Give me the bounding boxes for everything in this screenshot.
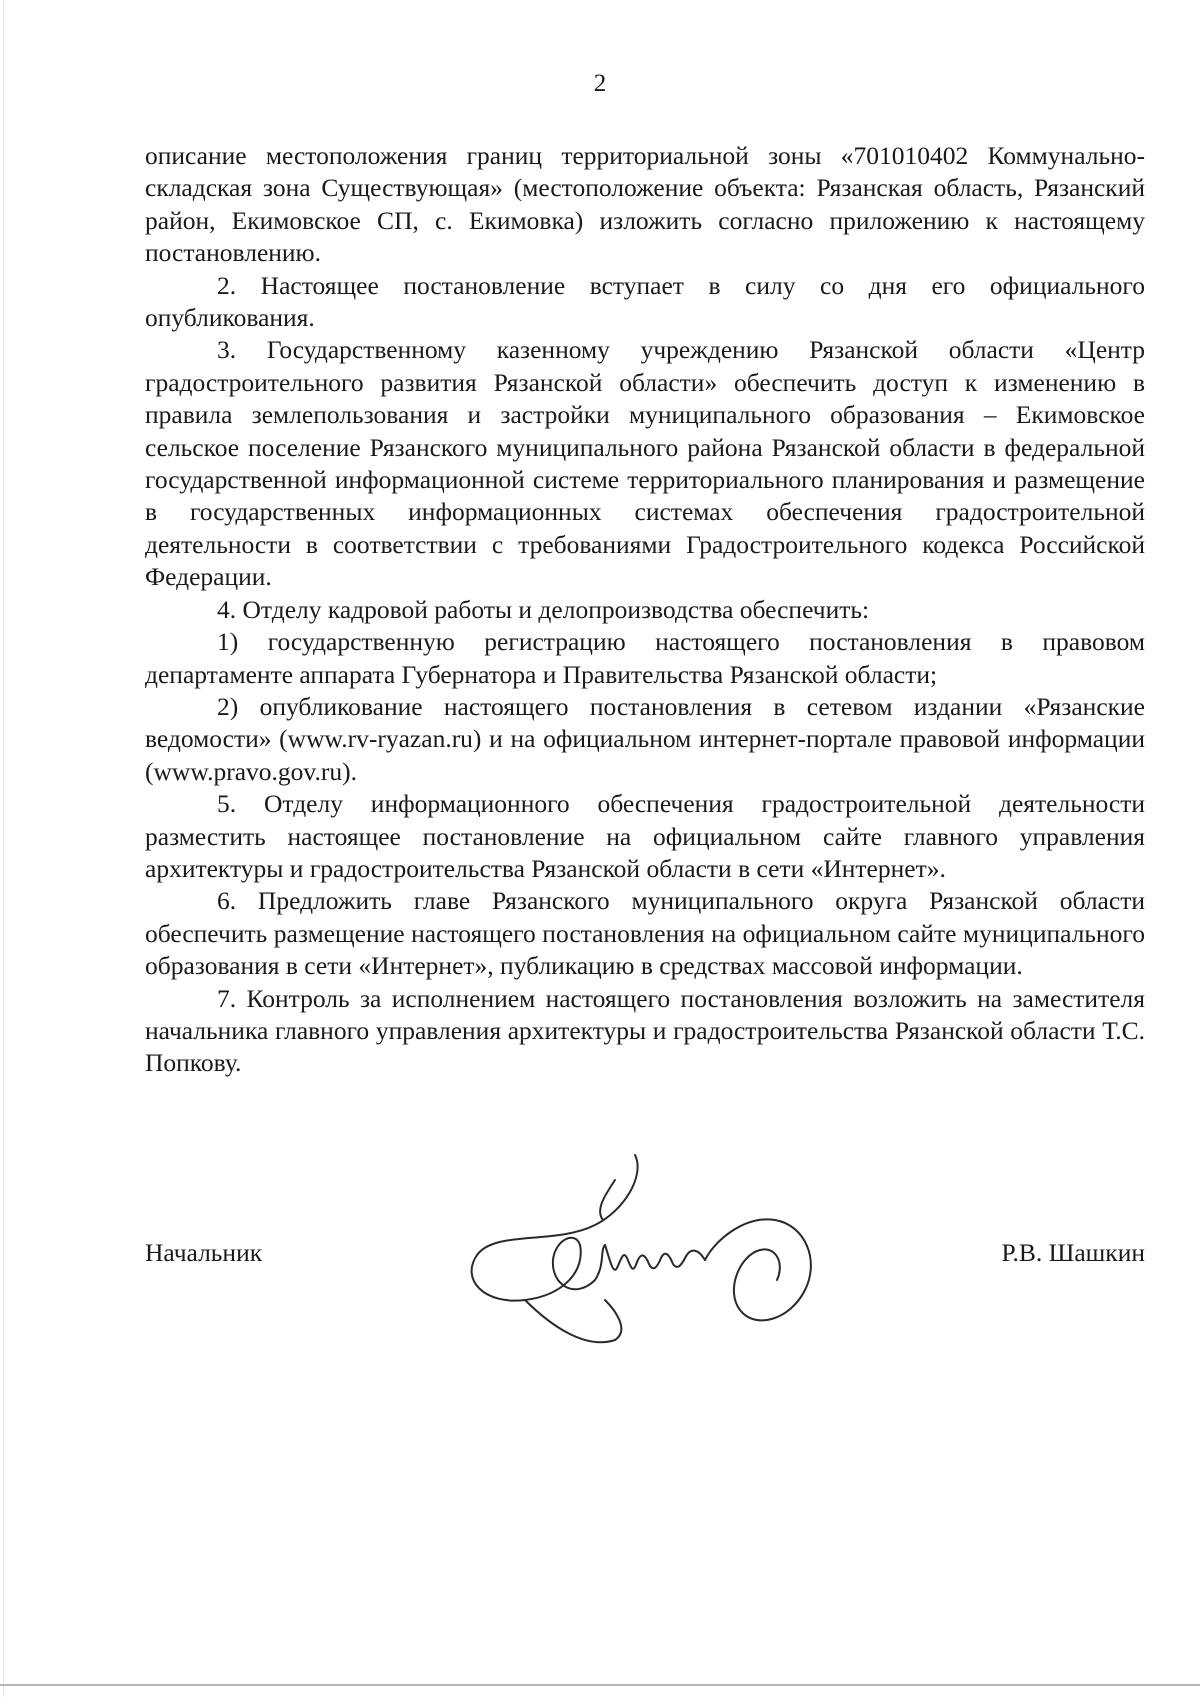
page-number: 2 (593, 70, 607, 97)
paragraph-6: 6. Предложить главе Рязанского муниципального округа Рязанской области обеспечить размещение настоящего постановления на официальном сайте муниципального образования в сети «Интернет», публикацию в средствах массовой информации. (145, 886, 1145, 981)
paragraph-4-item-1: 1) государственную регистрацию настоящего постановления в правовом департаменте аппарата Губернатора и Правительства Рязанской области; (145, 627, 1145, 689)
signature-block (145, 1238, 1145, 1278)
paragraph-4-item-2: 2) опубликование настоящего постановления в сетевом издании «Рязанские ведомости» (www.rv-ryazan.ru) и на официальном интернет-портале правовой информации (www.pravo.gov.ru). (145, 691, 1145, 786)
signatory-name: Р.В. Шашкин (1001, 1238, 1145, 1267)
paragraph-5: 5. Отделу информационного обеспечения градостроительной деятельности разместить настоящее постановление на официальном сайте главного управления архитектуры и градостроительства Рязанской области в сети «Интернет». (145, 789, 1145, 883)
paragraph-3: 3. Государственному казенному учреждению Рязанской области «Центр градостроительного развития Рязанской области» обеспечить доступ к изменению в правила землепользования и застройки муниципального образования – Екимовское сельское поселение Рязанского муниципального района Рязанской области в федеральной государственной информационной системе территориального планирования и размещение в государственных информационных системах обеспечения градостроительной деятельности в соответствии с требованиями Градостроительного кодекса Российской Федерации. (145, 335, 1145, 592)
signatory-title: Начальник (145, 1238, 263, 1267)
scan-edge (3, 0, 4, 1697)
paragraph-1-continuation: описание местоположения границ территориальной зоны «701010402 Коммунально-складская зона Существующая» (местоположение объекта: Рязанская область, Рязанский район, Екимовское СП, с. Екимовка) изложить согласно приложению к настоящему постановлению. (145, 141, 1145, 268)
scan-border-line (0, 1684, 1200, 1686)
paragraph-2: 2. Настоящее постановление вступает в силу со дня его официального опубликования. (145, 270, 1145, 333)
paragraph-7: 7. Контроль за исполнением настоящего постановления возложить на заместителя начальника главного управления архитектуры и градостроительства Рязанской области Т.С. Попкову. (145, 983, 1145, 1078)
document-body (145, 140, 1145, 1080)
paragraph-4: 4. Отделу кадровой работы и делопроизводства обеспечить: (217, 594, 870, 624)
